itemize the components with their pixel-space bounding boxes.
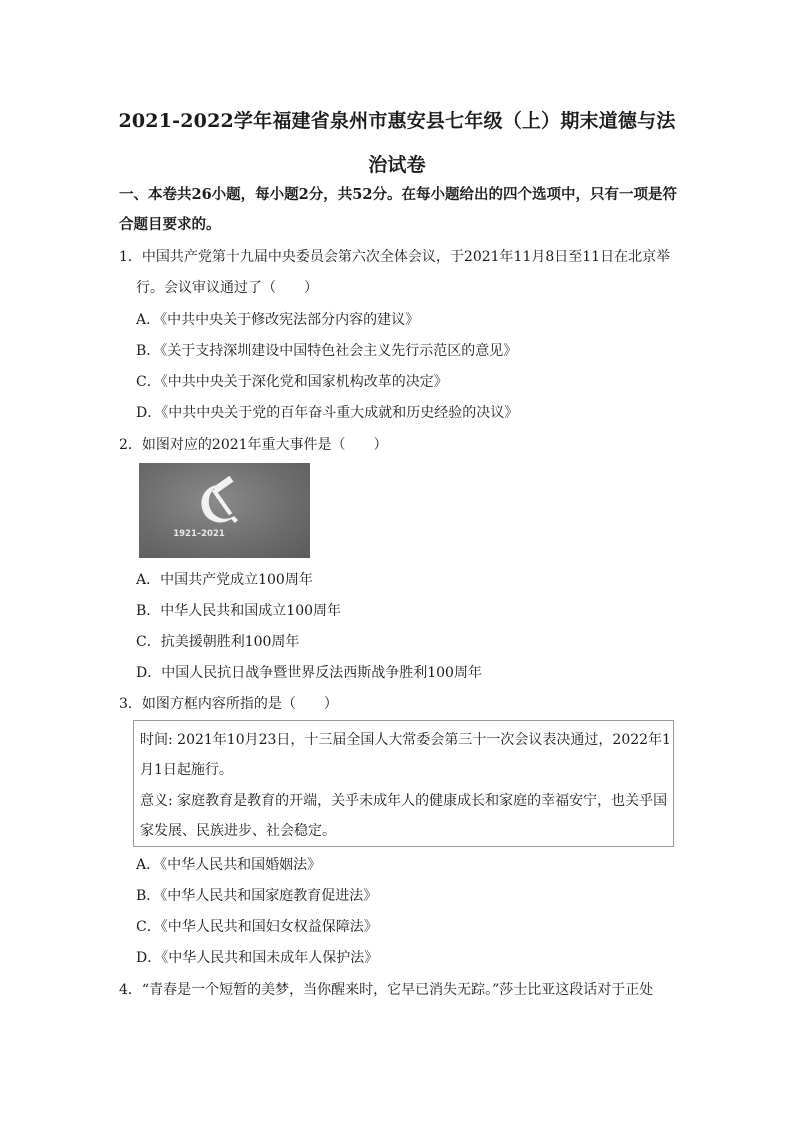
section-instructions-line2: 合题目要求的。 bbox=[119, 216, 221, 233]
question-2-option-b: B．中华人民共和国成立100周年 bbox=[136, 603, 342, 619]
question-2-option-a: A．中国共产党成立100周年 bbox=[136, 572, 313, 588]
question-1-option-c: C．《中共中央关于深化党和国家机构改革的决定》 bbox=[136, 374, 448, 390]
section-instructions-line1: 一、本卷共26小题，每小题2分，共52分。在每小题给出的四个选项中，只有一项是符 bbox=[119, 186, 677, 203]
info-box-line3: 意义: 家庭教育是教育的开端，关乎未成年人的健康成长和家庭的幸福安宁，也关乎国 bbox=[140, 793, 668, 809]
question-3-option-d: D．《中华人民共和国未成年人保护法》 bbox=[136, 950, 379, 966]
party-anniversary-image bbox=[139, 463, 310, 558]
info-box-line4: 家发展、民族进步、社会稳定。 bbox=[140, 823, 336, 839]
question-3-stem: 3．如图方框内容所指的是（ ） bbox=[119, 696, 338, 712]
question-1-stem-line2: 行。会议审议通过了（ ） bbox=[136, 280, 318, 296]
question-3-info-box bbox=[133, 720, 674, 847]
question-3-option-c: C．《中华人民共和国妇女权益保障法》 bbox=[136, 919, 378, 935]
page-title-line1: 2021-2022学年福建省泉州市惠安县七年级（上）期末道德与法 bbox=[118, 110, 676, 132]
question-4-stem: 4．“青春是一个短暂的美梦，当你醒来时，它早已消失无踪。”莎士比亚这段话对于正处 bbox=[119, 982, 654, 998]
info-box-line2: 月1日起施行。 bbox=[140, 762, 233, 778]
question-1-option-d: D．《中共中央关于党的百年奋斗重大成就和历史经验的决议》 bbox=[136, 405, 519, 421]
question-1-option-b: B．《关于支持深圳建设中国特色社会主义先行示范区的意见》 bbox=[136, 343, 518, 359]
question-1-stem-line1: 1．中国共产党第十九届中央委员会第六次全体会议，于2021年11月8日至11日在北京举 bbox=[119, 249, 671, 265]
info-box-line1: 时间: 2021年10月23日，十三届全国人大常委会第三十一次会议表决通过，2022年1 bbox=[140, 732, 671, 748]
question-3-option-b: B．《中华人民共和国家庭教育促进法》 bbox=[136, 888, 378, 904]
question-2-option-d: D．中国人民抗日战争暨世界反法西斯战争胜利100周年 bbox=[136, 665, 482, 681]
question-2-stem: 2．如图对应的2021年重大事件是（ ） bbox=[119, 437, 388, 453]
image-caption: 1921–2021 bbox=[173, 529, 225, 539]
question-3-option-a: A．《中华人民共和国婚姻法》 bbox=[136, 857, 322, 873]
question-1-option-a: A．《中共中央关于修改宪法部分内容的建议》 bbox=[136, 312, 420, 328]
hammer-sickle-icon bbox=[139, 463, 310, 558]
page-title-line2: 治试卷 bbox=[368, 154, 426, 176]
question-2-option-c: C．抗美援朝胜利100周年 bbox=[136, 634, 300, 650]
